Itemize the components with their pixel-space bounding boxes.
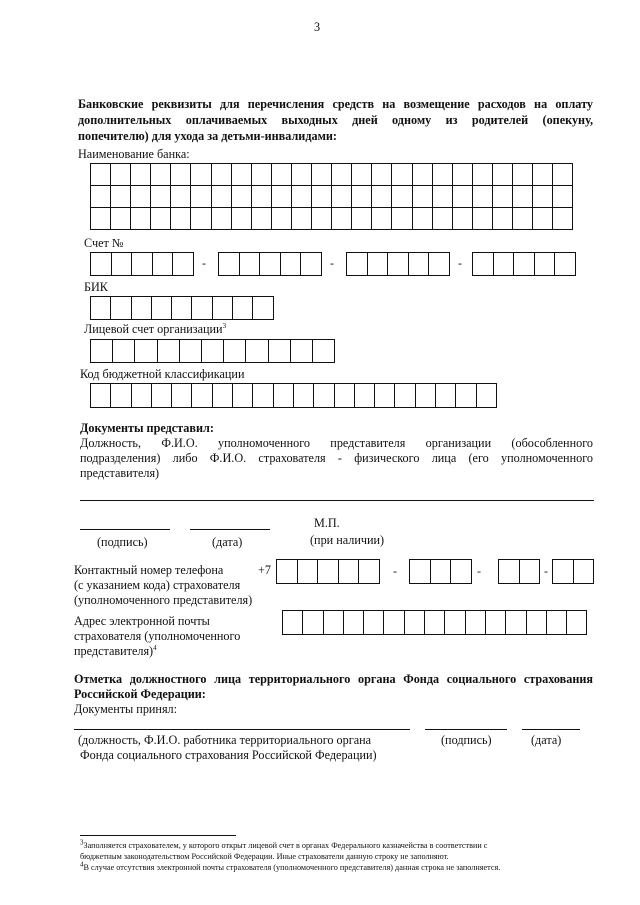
entry-cell[interactable] <box>130 207 151 230</box>
entry-cell[interactable] <box>354 383 375 408</box>
documents-desc-line-3: представителя) <box>80 466 160 480</box>
entry-cell[interactable] <box>493 252 515 276</box>
entry-cell[interactable] <box>415 383 436 408</box>
entry-cell[interactable] <box>170 207 191 230</box>
entry-cell[interactable] <box>424 610 445 635</box>
email-label-line-1: Адрес электронной почты <box>74 614 210 628</box>
entry-cell[interactable] <box>130 163 151 186</box>
entry-cell[interactable] <box>374 383 395 408</box>
entry-cell[interactable] <box>171 296 192 320</box>
date-line[interactable] <box>190 529 270 530</box>
account-label: Счет № <box>84 236 124 250</box>
entry-cell[interactable] <box>444 610 465 635</box>
footnote-3-line-1: 3Заполняется страхователем, у которого открыт лицевой счет в органах Федерального казначейства в соответствии с <box>80 838 488 850</box>
entry-cell[interactable] <box>112 339 135 363</box>
documents-desc-line-2: подразделения) либо Ф.И.О. страхователя - физического лица (его уполномоченного <box>80 451 593 465</box>
stamp-caption: (при наличии) <box>310 533 385 547</box>
entry-cell[interactable] <box>251 163 272 186</box>
entry-cell[interactable] <box>131 252 153 276</box>
entry-cell[interactable] <box>526 610 547 635</box>
entry-cell[interactable] <box>232 296 253 320</box>
entry-cell[interactable] <box>131 383 152 408</box>
entry-cell[interactable] <box>252 383 273 408</box>
bik-row[interactable] <box>90 296 273 320</box>
entry-cell[interactable] <box>552 185 573 208</box>
entry-cell[interactable] <box>110 207 131 230</box>
separator-dash: - <box>393 564 397 578</box>
entry-cell[interactable] <box>546 610 567 635</box>
entry-cell[interactable] <box>191 383 212 408</box>
kbk-row[interactable] <box>90 383 496 408</box>
entry-cell[interactable] <box>351 207 372 230</box>
representative-name-line[interactable] <box>80 500 594 501</box>
entry-cell[interactable] <box>110 383 131 408</box>
separator-dash: - <box>477 564 481 578</box>
separator-dash: - <box>202 256 206 270</box>
fss-date-line[interactable] <box>522 729 580 730</box>
entry-cell[interactable] <box>291 185 312 208</box>
entry-cell[interactable] <box>251 207 272 230</box>
footnote-ref-4: 4 <box>153 643 157 652</box>
entry-cell[interactable] <box>212 383 233 408</box>
signature-caption: (подпись) <box>97 535 148 549</box>
entry-cell[interactable] <box>430 559 452 584</box>
entry-cell[interactable] <box>428 252 450 276</box>
entry-cell[interactable] <box>452 207 473 230</box>
entry-cell[interactable] <box>367 252 389 276</box>
entry-cell[interactable] <box>90 296 111 320</box>
entry-cell[interactable] <box>90 252 112 276</box>
entry-cell[interactable] <box>383 610 404 635</box>
bank-heading-line-3: попечителю) для ухода за детьми-инвалидами: <box>78 129 337 143</box>
entry-cell[interactable] <box>485 610 506 635</box>
entry-cell[interactable] <box>554 252 576 276</box>
phone-group[interactable] <box>409 559 471 584</box>
entry-cell[interactable] <box>170 163 191 186</box>
entry-cell[interactable] <box>150 163 171 186</box>
entry-cell[interactable] <box>130 185 151 208</box>
footnote-ref-3: 3 <box>222 321 227 330</box>
account-group[interactable] <box>90 252 193 276</box>
kbk-label: Код бюджетной классификации <box>80 367 245 381</box>
entry-cell[interactable] <box>452 163 473 186</box>
entry-cell[interactable] <box>432 163 453 186</box>
stamp-label: М.П. <box>314 516 340 530</box>
entry-cell[interactable] <box>201 339 224 363</box>
entry-cell[interactable] <box>150 185 171 208</box>
account-group[interactable] <box>218 252 321 276</box>
entry-cell[interactable] <box>323 610 344 635</box>
fss-position-line[interactable] <box>74 729 410 730</box>
account-group[interactable] <box>346 252 449 276</box>
entry-cell[interactable] <box>317 559 339 584</box>
entry-cell[interactable] <box>273 383 294 408</box>
entry-cell[interactable] <box>371 163 392 186</box>
date-caption: (дата) <box>212 535 243 549</box>
entry-cell[interactable] <box>157 339 180 363</box>
entry-cell[interactable] <box>498 559 520 584</box>
entry-cell[interactable] <box>472 185 493 208</box>
bank-heading-line-1: Банковские реквизиты для перечисления средств на возмещение расходов на оплату <box>78 97 593 111</box>
entry-cell[interactable] <box>172 252 194 276</box>
phone-label-line-1: Контактный номер телефона <box>74 563 224 577</box>
email-label-line-3: представителя)$^4$ <box>74 643 157 658</box>
entry-cell[interactable] <box>573 559 595 584</box>
entry-cell[interactable] <box>387 252 409 276</box>
fss-date-caption: (дата) <box>531 733 562 747</box>
entry-cell[interactable] <box>452 185 473 208</box>
entry-cell[interactable] <box>311 207 332 230</box>
entry-cell[interactable] <box>190 163 211 186</box>
entry-cell[interactable] <box>291 163 312 186</box>
entry-cell[interactable] <box>408 252 430 276</box>
entry-cell[interactable] <box>472 163 493 186</box>
entry-cell[interactable] <box>492 185 513 208</box>
entry-cell[interactable] <box>271 207 292 230</box>
separator-dash: - <box>458 256 462 270</box>
entry-cell[interactable] <box>472 252 494 276</box>
entry-cell[interactable] <box>391 185 412 208</box>
entry-cell[interactable] <box>465 610 486 635</box>
entry-cell[interactable] <box>512 207 533 230</box>
entry-cell[interactable] <box>90 383 111 408</box>
entry-cell[interactable] <box>171 383 192 408</box>
phone-prefix: +7 <box>258 563 271 577</box>
fss-signature-line[interactable] <box>425 729 507 730</box>
footnote-3-line-2: бюджетным законодательством Российской Федерации. Иные страхователи данную строку не заполняют. <box>80 852 449 861</box>
documents-desc-line-1: Должность, Ф.И.О. уполномоченного представителя организации (обособленного <box>80 436 593 450</box>
entry-cell[interactable] <box>190 185 211 208</box>
entry-cell[interactable] <box>505 610 526 635</box>
entry-cell[interactable] <box>231 207 252 230</box>
email-label-line-2: страхователя (уполномоченного <box>74 629 241 643</box>
entry-cell[interactable] <box>512 185 533 208</box>
bank-name-label: Наименование банка: <box>78 147 190 161</box>
entry-cell[interactable] <box>371 207 392 230</box>
entry-cell[interactable] <box>472 207 493 230</box>
entry-cell[interactable] <box>290 339 313 363</box>
entry-cell[interactable] <box>412 185 433 208</box>
entry-cell[interactable] <box>110 185 131 208</box>
accepted-label: Документы принял: <box>74 702 178 716</box>
entry-cell[interactable] <box>363 610 384 635</box>
fss-heading-line-1: Отметка должностного лица территориального органа Фонда социального страхования <box>74 672 593 686</box>
entry-cell[interactable] <box>566 610 587 635</box>
documents-heading: Документы представил: <box>80 421 214 435</box>
email-row[interactable] <box>282 610 586 635</box>
entry-cell[interactable] <box>412 163 433 186</box>
entry-cell[interactable] <box>435 383 456 408</box>
footnote-4-line-1: 4В случае отсутствия электронной почты страхователя (уполномоченного представителя) данная строка не заполняется. <box>80 860 501 872</box>
entry-cell[interactable] <box>412 207 433 230</box>
entry-cell[interactable] <box>212 296 233 320</box>
entry-cell[interactable] <box>513 252 535 276</box>
entry-cell[interactable] <box>532 185 553 208</box>
entry-cell[interactable] <box>331 185 352 208</box>
entry-cell[interactable] <box>259 252 281 276</box>
entry-cell[interactable] <box>211 185 232 208</box>
entry-cell[interactable] <box>312 339 335 363</box>
account-group[interactable] <box>472 252 575 276</box>
entry-cell[interactable] <box>432 207 453 230</box>
phone-group[interactable] <box>552 559 593 584</box>
entry-cell[interactable] <box>223 339 246 363</box>
entry-cell[interactable] <box>409 559 431 584</box>
entry-cell[interactable] <box>532 163 553 186</box>
entry-cell[interactable] <box>476 383 497 408</box>
separator-dash: - <box>330 256 334 270</box>
entry-cell[interactable] <box>455 383 476 408</box>
entry-cell[interactable] <box>218 252 240 276</box>
entry-cell[interactable] <box>552 559 574 584</box>
page-number: 3 <box>314 20 321 34</box>
entry-cell[interactable] <box>519 559 541 584</box>
entry-cell[interactable] <box>302 610 323 635</box>
entry-cell[interactable] <box>394 383 415 408</box>
entry-cell[interactable] <box>512 163 533 186</box>
entry-cell[interactable] <box>293 383 314 408</box>
bank-name-row[interactable] <box>90 207 572 230</box>
entry-cell[interactable] <box>371 185 392 208</box>
entry-cell[interactable] <box>276 559 298 584</box>
entry-cell[interactable] <box>331 207 352 230</box>
entry-cell[interactable] <box>271 163 292 186</box>
personal-account-label: Лицевой счет организации$^3$ <box>84 321 227 336</box>
entry-cell[interactable] <box>251 185 272 208</box>
phone-group[interactable] <box>498 559 539 584</box>
entry-cell[interactable] <box>338 559 360 584</box>
entry-cell[interactable] <box>131 296 152 320</box>
entry-cell[interactable] <box>231 185 252 208</box>
bank-name-row[interactable] <box>90 163 572 186</box>
entry-cell[interactable] <box>151 383 172 408</box>
entry-cell[interactable] <box>450 559 472 584</box>
entry-cell[interactable] <box>111 252 133 276</box>
entry-cell[interactable] <box>271 185 292 208</box>
entry-cell[interactable] <box>552 163 573 186</box>
entry-cell[interactable] <box>291 207 312 230</box>
entry-cell[interactable] <box>110 296 131 320</box>
entry-cell[interactable] <box>311 185 332 208</box>
entry-cell[interactable] <box>110 163 131 186</box>
entry-cell[interactable] <box>252 296 273 320</box>
entry-cell[interactable] <box>190 207 211 230</box>
bik-label: БИК <box>84 280 108 294</box>
entry-cell[interactable] <box>150 207 171 230</box>
entry-cell[interactable] <box>432 185 453 208</box>
bank-name-row[interactable] <box>90 185 572 208</box>
entry-cell[interactable] <box>152 252 174 276</box>
entry-cell[interactable] <box>191 296 212 320</box>
entry-cell[interactable] <box>552 207 573 230</box>
entry-cell[interactable] <box>232 383 253 408</box>
entry-cell[interactable] <box>239 252 261 276</box>
fss-signature-caption: (подпись) <box>441 733 492 747</box>
entry-cell[interactable] <box>311 163 332 186</box>
personal-account-row[interactable] <box>90 339 334 363</box>
entry-cell[interactable] <box>358 559 380 584</box>
entry-cell[interactable] <box>282 610 303 635</box>
fss-heading-line-2: Российской Федерации: <box>74 687 206 701</box>
fss-position-caption-1: (должность, Ф.И.О. работника территориального органа <box>78 733 372 747</box>
separator-dash: - <box>544 564 548 578</box>
entry-cell[interactable] <box>391 207 412 230</box>
entry-cell[interactable] <box>300 252 322 276</box>
signature-line[interactable] <box>80 529 170 530</box>
entry-cell[interactable] <box>211 163 232 186</box>
entry-cell[interactable] <box>534 252 556 276</box>
entry-cell[interactable] <box>280 252 302 276</box>
entry-cell[interactable] <box>331 163 352 186</box>
footnote-separator <box>80 835 236 836</box>
entry-cell[interactable] <box>343 610 364 635</box>
entry-cell[interactable] <box>492 207 513 230</box>
entry-cell[interactable] <box>391 163 412 186</box>
entry-cell[interactable] <box>90 185 111 208</box>
entry-cell[interactable] <box>151 296 172 320</box>
entry-cell[interactable] <box>90 163 111 186</box>
entry-cell[interactable] <box>346 252 368 276</box>
entry-cell[interactable] <box>179 339 202 363</box>
entry-cell[interactable] <box>492 163 513 186</box>
phone-label-line-2: (с указанием кода) страхователя <box>74 578 241 592</box>
entry-cell[interactable] <box>334 383 355 408</box>
entry-cell[interactable] <box>90 339 113 363</box>
entry-cell[interactable] <box>351 163 372 186</box>
entry-cell[interactable] <box>231 163 252 186</box>
entry-cell[interactable] <box>297 559 319 584</box>
phone-group[interactable] <box>276 559 379 584</box>
entry-cell[interactable] <box>532 207 553 230</box>
entry-cell[interactable] <box>170 185 191 208</box>
entry-cell[interactable] <box>245 339 268 363</box>
bank-heading-line-2: дополнительных оплачиваемых выходных дней одному из родителей (опекуну, <box>78 113 593 127</box>
entry-cell[interactable] <box>134 339 157 363</box>
entry-cell[interactable] <box>313 383 334 408</box>
phone-label-line-3: (уполномоченного представителя) <box>74 593 253 607</box>
fss-position-caption-2: Фонда социального страхования Российской Федерации) <box>80 748 377 762</box>
entry-cell[interactable] <box>90 207 111 230</box>
entry-cell[interactable] <box>404 610 425 635</box>
entry-cell[interactable] <box>351 185 372 208</box>
entry-cell[interactable] <box>211 207 232 230</box>
entry-cell[interactable] <box>268 339 291 363</box>
